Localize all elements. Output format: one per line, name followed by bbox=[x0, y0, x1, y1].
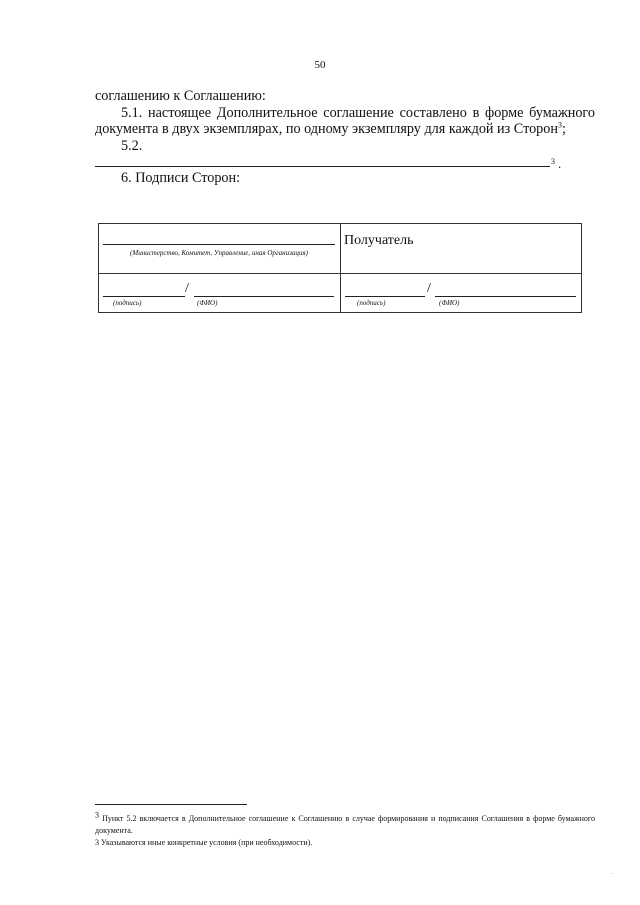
organization-name-line bbox=[103, 244, 335, 245]
continuation-line: соглашению к Соглашению: bbox=[95, 88, 266, 104]
corner-mark: · bbox=[611, 870, 614, 878]
table-column-divider bbox=[340, 224, 341, 312]
clause-5-2: 5.2. bbox=[121, 137, 143, 154]
left-name-caption: (ФИО) bbox=[197, 299, 218, 307]
clause-5-1-end: ; bbox=[561, 121, 566, 137]
receiver-label: Получатель bbox=[344, 233, 414, 248]
right-slash: / bbox=[427, 281, 431, 296]
left-name-line bbox=[194, 296, 334, 297]
clause-5-1-text: 5.1. настоящее Дополнительное соглашение составлено в форме бумажного документа в двух экземплярах, по одному экземпляру для каждой из Сторон bbox=[95, 104, 595, 137]
footnote-separator bbox=[95, 804, 247, 805]
footnotes bbox=[95, 810, 595, 849]
left-slash: / bbox=[185, 281, 189, 296]
footnote-2: 3 Указываются иные конкретные условия (при необходимости). bbox=[95, 838, 313, 847]
right-signature-caption: (подпись) bbox=[357, 299, 386, 307]
clause-5-2-fill-line bbox=[95, 166, 550, 167]
organization-caption: (Министерство, Комитет, Управление, иная Организация) bbox=[130, 249, 308, 257]
right-name-caption: (ФИО) bbox=[439, 299, 460, 307]
page-number: 50 bbox=[314, 59, 326, 71]
clause-5-2-end: . bbox=[558, 156, 562, 171]
document-body bbox=[95, 88, 595, 187]
table-row-divider bbox=[99, 273, 581, 274]
section-6-heading: 6. Подписи Сторон: bbox=[121, 170, 241, 186]
clause-5-2-blank bbox=[95, 154, 595, 170]
right-signature-line bbox=[345, 296, 425, 297]
signature-table bbox=[98, 223, 582, 313]
footnote-1-marker: 3 bbox=[95, 810, 99, 820]
left-signature-caption: (подпись) bbox=[113, 299, 142, 307]
clause-5-1 bbox=[95, 105, 595, 138]
footnote-ref-3-b: 3 bbox=[551, 157, 555, 166]
right-name-line bbox=[435, 296, 576, 297]
footnote-1-text: Пункт 5.2 включается в Дополнительное соглашение к Соглашению в случае формирования и подписания Соглашения в форме бумажного документа. bbox=[95, 814, 595, 835]
left-signature-line bbox=[103, 296, 185, 297]
footnote-ref-3: 3 bbox=[557, 120, 562, 130]
footnote-1 bbox=[95, 810, 595, 837]
